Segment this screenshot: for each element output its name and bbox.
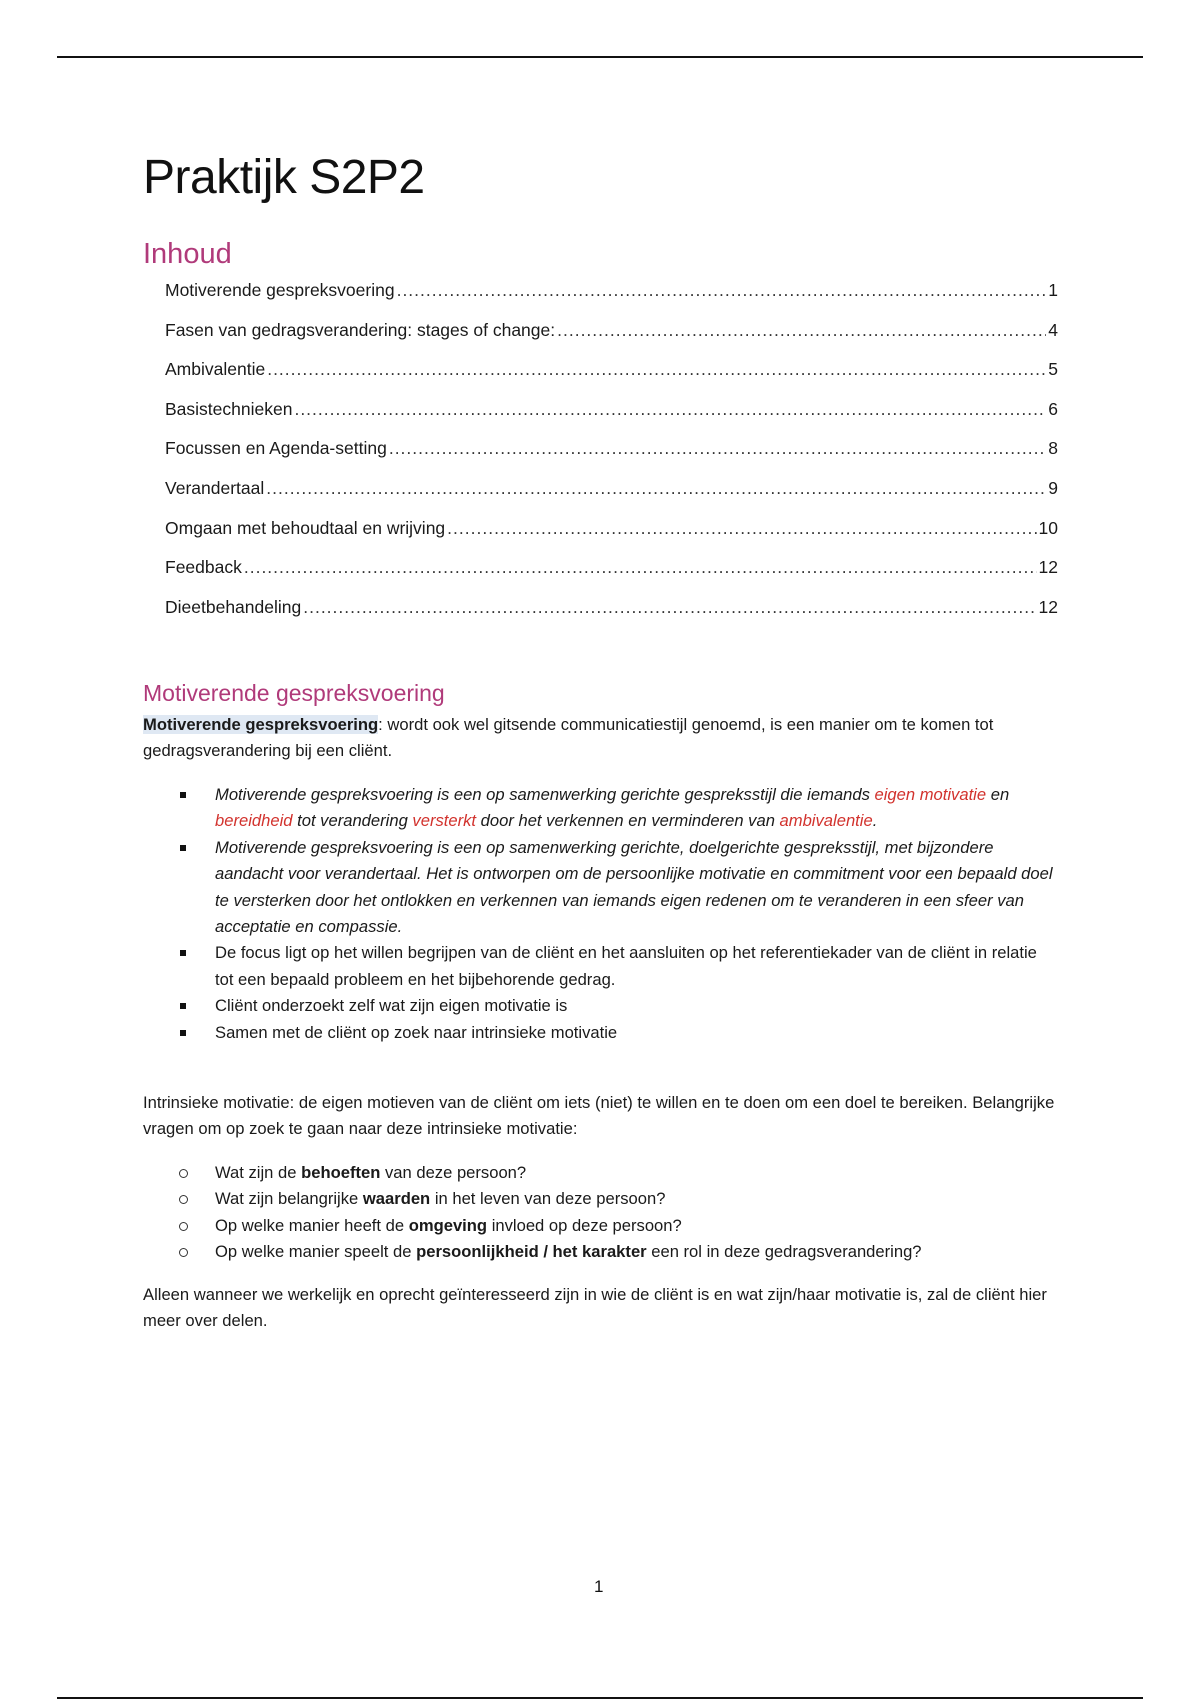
toc-entry-page: 12: [1038, 596, 1058, 617]
bold-text: waarden: [362, 1189, 431, 1209]
toc-entry-page: 12: [1038, 557, 1058, 578]
closing-paragraph: Alleen wanneer we werkelijk en oprecht geïnteresseerd zijn in wie de cliënt is en wat zijn/haar motivatie is, zal de cliënt hier meer over delen.: [143, 1285, 1047, 1330]
text-run: en: [986, 785, 1010, 804]
toc-entry[interactable]: [165, 320, 1058, 360]
text-run: Motiverende gespreksvoering is een op samenwerking gerichte gespreksstijl die iemands: [215, 785, 875, 804]
toc-entry-page: 9: [1048, 477, 1058, 498]
text-run: .: [872, 811, 878, 831]
page-number: 1: [594, 1577, 604, 1596]
list-item: [215, 1160, 1058, 1186]
toc-entry-label: Motiverende gespreksvoering: [165, 280, 395, 300]
toc-leader: [294, 399, 1046, 420]
toc-entry[interactable]: [165, 518, 1058, 558]
toc-entry[interactable]: [165, 557, 1058, 597]
toc-leader: [244, 557, 1037, 578]
highlighted-term: Motiverende gespreksvoering: [143, 715, 379, 734]
intrinsic-motivation-paragraph: Intrinsieke motivatie: de eigen motieven van de cliënt om iets (niet) te willen en te doen om een doel te bereiken. Belangrijke vragen om op zoek te gaan naar deze intrinsieke motivatie:: [143, 1093, 1055, 1138]
list-item: [215, 1186, 1058, 1212]
toc-leader: [389, 438, 1046, 459]
list-item: Samen met de cliënt op zoek naar intrinsieke motivatie: [215, 1020, 1058, 1046]
emphasis-text: bereidheid: [215, 811, 293, 831]
toc-leader: [266, 478, 1046, 499]
toc-entry[interactable]: [165, 597, 1058, 637]
toc-entry-label: Ambivalentie: [165, 359, 266, 380]
table-of-contents: [165, 280, 1058, 636]
list-item: Cliënt onderzoekt zelf wat zijn eigen motivatie is: [215, 993, 1058, 1019]
question-list: [215, 1160, 1058, 1266]
toc-entry-label: Focussen en Agenda-setting: [165, 438, 387, 459]
toc-heading: Inhoud: [143, 238, 232, 270]
emphasis-text: versterkt: [412, 811, 477, 831]
list-item: Motiverende gespreksvoering is een op samenwerking gerichte, doelgerichte gespreksstijl, met bijzondere aandacht voor verandertaal. Het is ontworpen om de persoonlijke motivatie en commitment voor een bepaald doel te versterken door het ontlokken en verkennen van iemands eigen redenen om te veranderen in een sfeer van acceptatie en compassie.: [215, 835, 1058, 941]
bold-text: omgeving: [408, 1215, 488, 1235]
text-run: Wat zijn belangrijke: [215, 1189, 363, 1209]
list-item: [215, 782, 1058, 835]
text-run: door het verkennen en verminderen van: [476, 811, 780, 831]
text-run: Op welke manier heeft de: [215, 1215, 409, 1235]
toc-entry-page: 5: [1048, 359, 1058, 380]
toc-entry-label: Feedback: [165, 557, 242, 578]
emphasis-text: eigen motivatie: [874, 785, 987, 804]
toc-entry[interactable]: [165, 359, 1058, 399]
list-item: [215, 1239, 1058, 1265]
toc-leader: [557, 320, 1046, 341]
header-rule: [57, 56, 1143, 58]
toc-entry-label: Verandertaal: [165, 477, 265, 498]
text-run: invloed op deze persoon?: [487, 1215, 682, 1235]
text-run: in het leven van deze persoon?: [430, 1189, 666, 1209]
toc-leader: [303, 597, 1036, 618]
toc-entry-label: Basistechnieken: [165, 398, 293, 419]
toc-leader: [267, 359, 1046, 380]
list-item: [215, 1213, 1058, 1239]
toc-leader: [397, 280, 1047, 301]
intro-text: : wordt ook wel gitsende communicatiestijl genoemd, is een manier om te komen tot gedragsverandering bij een cliënt.: [143, 715, 994, 760]
document-title: Praktijk S2P2: [143, 151, 425, 204]
toc-entry-page: 4: [1048, 319, 1058, 340]
section-heading: Motiverende gespreksvoering: [143, 680, 445, 706]
toc-entry[interactable]: [165, 280, 1058, 320]
toc-entry-label: Fasen van gedragsverandering: stages of change:: [165, 319, 556, 340]
toc-entry[interactable]: [165, 438, 1058, 478]
toc-entry-page: 6: [1048, 398, 1058, 419]
definition-bullets: [215, 782, 1058, 1046]
toc-leader: [447, 518, 1036, 539]
toc-entry-page: 8: [1048, 438, 1058, 459]
emphasis-text: ambivalentie: [779, 811, 873, 831]
toc-entry-label: Omgaan met behoudtaal en wrijving: [165, 517, 446, 538]
bold-text: persoonlijkheid / het karakter: [416, 1242, 647, 1262]
text-run: tot verandering: [292, 811, 413, 831]
text-run: Wat zijn de: [215, 1163, 302, 1182]
toc-entry-page: 1: [1048, 280, 1058, 300]
text-run: een rol in deze gedragsverandering?: [646, 1242, 922, 1262]
toc-entry-label: Dieetbehandeling: [165, 596, 302, 617]
bold-text: behoeften: [301, 1163, 381, 1182]
toc-entry[interactable]: [165, 399, 1058, 439]
footer-rule: [57, 1697, 1143, 1699]
list-item: De focus ligt op het willen begrijpen van de cliënt en het aansluiten op het referentiekader van de cliënt in relatie tot een bepaald probleem en het bijbehorende gedrag.: [215, 940, 1058, 993]
text-run: Op welke manier speelt de: [215, 1242, 417, 1262]
intro-paragraph: [143, 712, 1058, 764]
toc-entry-page: 10: [1038, 517, 1058, 538]
text-run: van deze persoon?: [380, 1163, 527, 1182]
toc-entry[interactable]: [165, 478, 1058, 518]
